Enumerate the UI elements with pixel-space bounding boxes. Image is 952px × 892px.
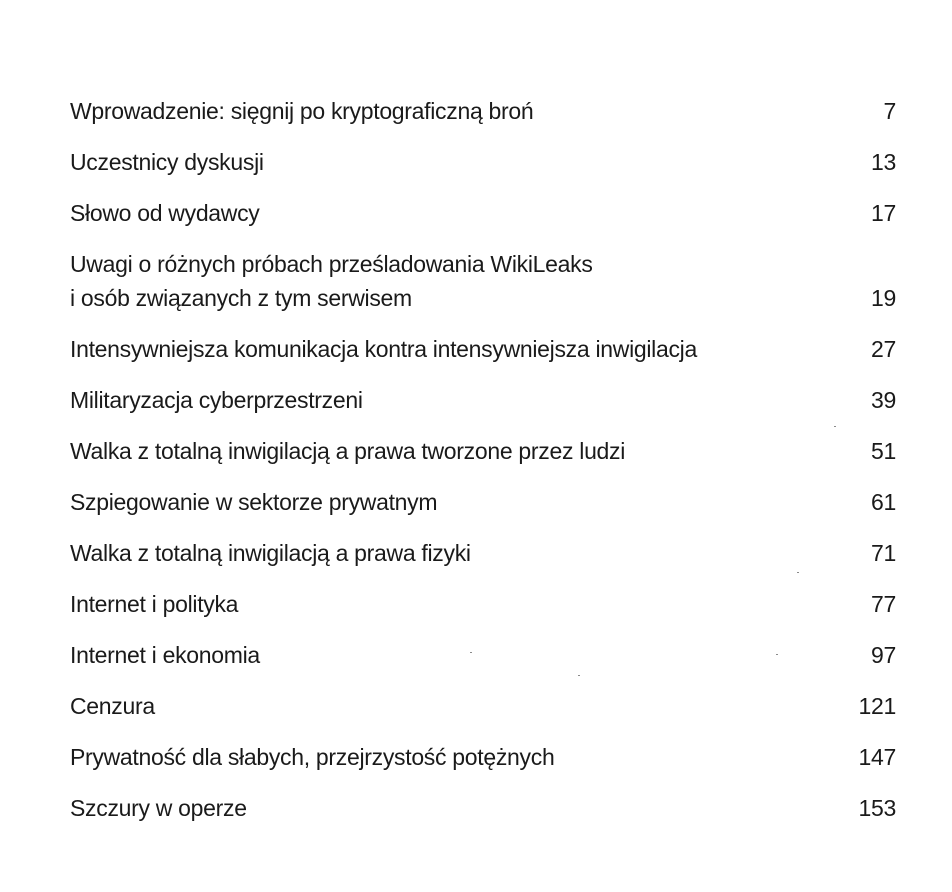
toc-entry — [70, 579, 896, 630]
scan-speck — [797, 572, 799, 573]
toc-entry-page-number: 17 — [871, 200, 896, 226]
toc-entry-page-number: 61 — [871, 489, 896, 515]
toc-entry-title-line: Uwagi o różnych próbach prześladowania WikiLeaks — [70, 251, 593, 277]
toc-entry-title-line: Prywatność dla słabych, przejrzystość potężnych — [70, 744, 555, 770]
toc-entry-title-line: Wprowadzenie: sięgnij po kryptograficzną broń — [70, 98, 534, 124]
toc-entry-title-line: Walka z totalną inwigilacją a prawa fizyki — [70, 540, 471, 566]
toc-entry-title — [70, 332, 836, 366]
toc-entry — [70, 188, 896, 239]
toc-entry-page-number: 51 — [871, 438, 896, 464]
toc-entry-title-line: Szpiegowanie w sektorze prywatnym — [70, 489, 438, 515]
toc-entry — [70, 528, 896, 579]
toc-entry-title — [70, 485, 836, 519]
scan-speck — [470, 652, 472, 653]
toc-entry-title — [70, 383, 836, 417]
toc-entry-title — [70, 536, 836, 570]
toc-entry-page-number: 97 — [871, 642, 896, 668]
toc-entry-page-number: 27 — [871, 336, 896, 362]
toc-entry-title-line: Walka z totalną inwigilacją a prawa tworzone przez ludzi — [70, 438, 626, 464]
toc-entry — [70, 375, 896, 426]
toc-entry-title-line: Uczestnicy dyskusji — [70, 149, 264, 175]
toc-entry-title — [70, 791, 836, 825]
toc-entry-title — [70, 638, 836, 672]
toc-entry-title — [70, 740, 836, 774]
toc-entry-page-number: 77 — [871, 591, 896, 617]
toc-entry-title — [70, 145, 836, 179]
toc-entry-page-number: 39 — [871, 387, 896, 413]
toc-entry-page-number: 121 — [858, 693, 896, 719]
table-of-contents — [70, 86, 896, 834]
toc-entry — [70, 681, 896, 732]
toc-entry-page-number: 7 — [883, 98, 896, 124]
toc-entry-page-number: 153 — [858, 795, 896, 821]
toc-entry-title — [70, 689, 836, 723]
scan-speck — [776, 654, 778, 655]
toc-entry-title-line: Szczury w operze — [70, 795, 247, 821]
toc-entry — [70, 783, 896, 834]
toc-entry — [70, 477, 896, 528]
scan-speck — [578, 675, 580, 676]
toc-entry-title — [70, 247, 836, 315]
toc-entry-page-number: 19 — [871, 285, 896, 311]
toc-entry-title — [70, 434, 836, 468]
toc-entry-title-line: Militaryzacja cyberprzestrzeni — [70, 387, 363, 413]
toc-entry-title — [70, 196, 836, 230]
toc-entry — [70, 732, 896, 783]
toc-entry-page-number: 147 — [858, 744, 896, 770]
toc-entry-title-line: Słowo od wydawcy — [70, 200, 260, 226]
toc-entry — [70, 630, 896, 681]
toc-entry — [70, 426, 896, 477]
toc-entry-title-line: i osób związanych z tym serwisem — [70, 285, 412, 311]
toc-entry-title-line: Cenzura — [70, 693, 155, 719]
toc-entry-title — [70, 587, 836, 621]
toc-entry-page-number: 71 — [871, 540, 896, 566]
toc-entry-page-number: 13 — [871, 149, 896, 175]
toc-entry — [70, 137, 896, 188]
scan-speck — [834, 426, 836, 427]
toc-entry — [70, 86, 896, 137]
toc-entry-title-line: Internet i ekonomia — [70, 642, 260, 668]
toc-entry-title-line: Intensywniejsza komunikacja kontra intensywniejsza inwigilacja — [70, 336, 697, 362]
toc-entry — [70, 239, 896, 324]
toc-entry-title-line: Internet i polityka — [70, 591, 239, 617]
toc-entry-title — [70, 94, 836, 128]
toc-entry — [70, 324, 896, 375]
